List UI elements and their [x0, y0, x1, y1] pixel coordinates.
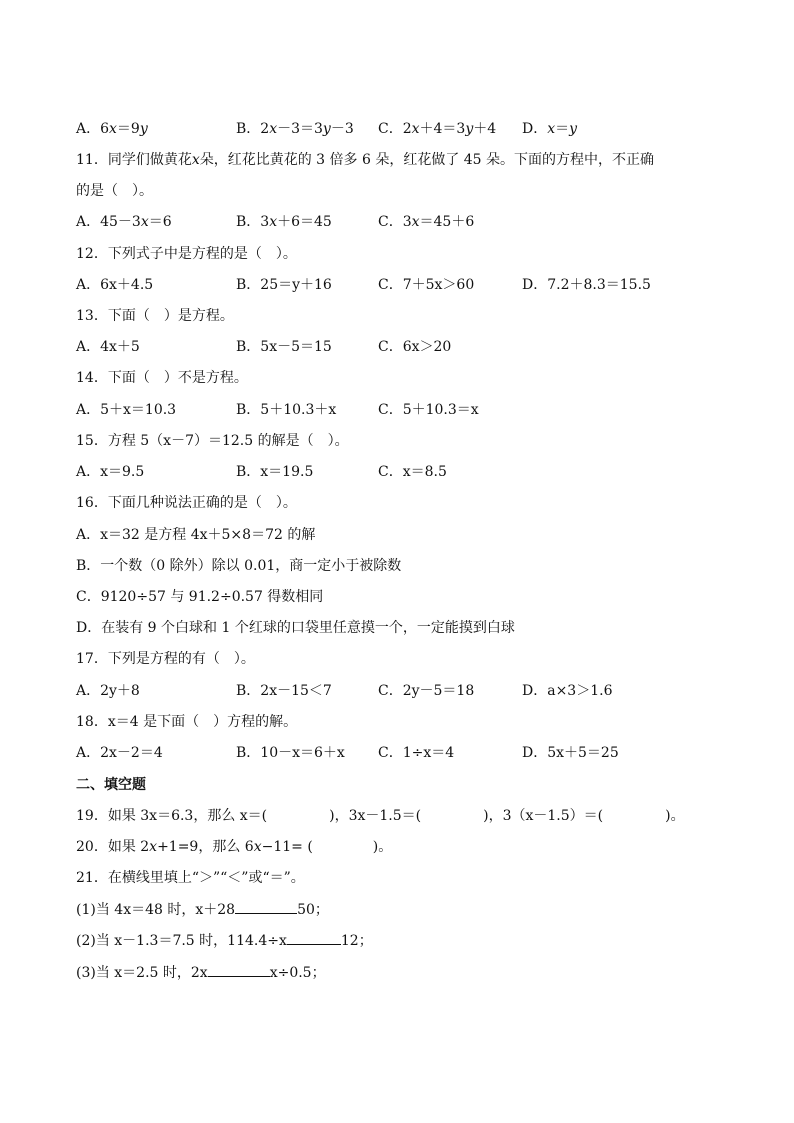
q12-stem: 12．下列式子中是方程的是（ ）。 — [76, 246, 297, 262]
q10-option-c: C．2𝑥＋4＝3𝑦＋4 — [378, 121, 497, 137]
q19-part1: 19．如果 3x＝6.3，那么 x＝( — [76, 808, 268, 824]
q13-option-c: C．6x＞20 — [378, 339, 452, 355]
q15-option-b: B．x＝19.5 — [236, 464, 314, 480]
q21-stem: 21．在横线里填上“＞”“＜”或“＝”。 — [76, 870, 305, 886]
q17-option-d: D．a×3＞1.6 — [522, 683, 613, 699]
q12-option-a: A．6x＋4.5 — [76, 277, 154, 293]
q21-sub3-tail: x÷0.5； — [269, 965, 326, 981]
q21-sub3 — [76, 962, 326, 982]
q16-option-a: A．x＝32 是方程 4x＋5×8＝72 的解 — [76, 527, 316, 543]
q11-option-a: A．45－3𝑥＝6 — [76, 214, 172, 230]
q20-line — [76, 837, 392, 857]
q19-part2: )，3x－1.5＝( — [329, 808, 422, 824]
q15-stem: 15．方程 5（x－7）＝12.5 的解是（ ）。 — [76, 433, 349, 449]
q21-sub1-blank — [235, 899, 297, 914]
q10-option-d: D．𝑥＝𝑦 — [522, 121, 578, 137]
q18-option-a: A．2x－2＝4 — [76, 745, 163, 761]
q20-part1: 20．如果 2𝑥+1=9，那么 6𝑥−11= ( — [76, 839, 313, 855]
q13-option-b: B．5x－5＝15 — [236, 339, 332, 355]
q15-option-c: C．x＝8.5 — [378, 464, 447, 480]
q21-sub3-text: (3)当 x＝2.5 时，2x — [76, 965, 208, 981]
q16-option-c: C．9120÷57 与 91.2÷0.57 得数相同 — [76, 589, 324, 605]
q19-part4: )。 — [665, 808, 685, 824]
q11-option-b: B．3𝑥＋6＝45 — [236, 214, 332, 230]
q11-stem-line1: 11．同学们做黄花𝑥朵，红花比黄花的 3 倍多 6 朵，红花做了 45 朵。下面的方程中，不正确 — [76, 152, 655, 168]
q18-stem: 18．x＝4 是下面（ ）方程的解。 — [76, 714, 298, 730]
q16-option-d: D．在装有 9 个白球和 1 个红球的口袋里任意摸一个，一定能摸到白球 — [76, 620, 515, 636]
q21-sub2 — [76, 930, 373, 950]
q13-option-a: A．4x＋5 — [76, 339, 140, 355]
q10-option-a: A．6𝑥＝9𝑦 — [76, 121, 148, 137]
q18-option-b: B．10－x＝6＋x — [236, 745, 345, 761]
q18-option-c: C．1÷x＝4 — [378, 745, 455, 761]
q17-stem: 17．下列是方程的有（ ）。 — [76, 651, 255, 667]
q17-option-c: C．2y－5＝18 — [378, 683, 475, 699]
q21-sub3-blank — [208, 962, 270, 977]
q14-stem: 14．下面（ ）不是方程。 — [76, 370, 248, 386]
q13-stem: 13．下面（ ）是方程。 — [76, 308, 234, 324]
q14-option-a: A．5＋x＝10.3 — [76, 402, 177, 418]
q18-option-d: D．5x＋5＝25 — [522, 745, 619, 761]
q11-option-c: C．3𝑥＝45＋6 — [378, 214, 475, 230]
q14-option-b: B．5＋10.3＋x — [236, 402, 337, 418]
q15-option-a: A．x＝9.5 — [76, 464, 145, 480]
q12-option-c: C．7＋5x＞60 — [378, 277, 475, 293]
q17-option-b: B．2x－15＜7 — [236, 683, 332, 699]
q21-sub1-tail: 50； — [297, 902, 329, 918]
q16-stem: 16．下面几种说法正确的是（ ）。 — [76, 495, 297, 511]
q12-option-b: B．25＝y＋16 — [236, 277, 332, 293]
q21-sub2-tail: 12； — [340, 933, 373, 949]
q14-option-c: C．5＋10.3＝x — [378, 402, 479, 418]
q19-part3: )，3（x－1.5）＝( — [483, 808, 604, 824]
q17-option-a: A．2y＋8 — [76, 683, 140, 699]
section-heading-fill-in: 二、填空题 — [76, 777, 146, 793]
q21-sub1 — [76, 899, 329, 919]
q21-sub1-text: (1)当 4x＝48 时，x＋28 — [76, 902, 236, 918]
q21-sub2-blank — [287, 930, 341, 945]
q11-stem-line2: 的是（ ）。 — [76, 183, 153, 199]
q20-part2: )。 — [372, 839, 393, 855]
q21-sub2-text: (2)当 x－1.3＝7.5 时，114.4÷x — [76, 933, 287, 949]
q16-option-b: B．一个数（0 除外）除以 0.01，商一定小于被除数 — [76, 558, 402, 574]
q12-option-d: D．7.2＋8.3＝15.5 — [522, 277, 651, 293]
q19-line — [76, 806, 685, 826]
q10-option-b: B．2𝑥－3＝3𝑦－3 — [236, 121, 354, 137]
